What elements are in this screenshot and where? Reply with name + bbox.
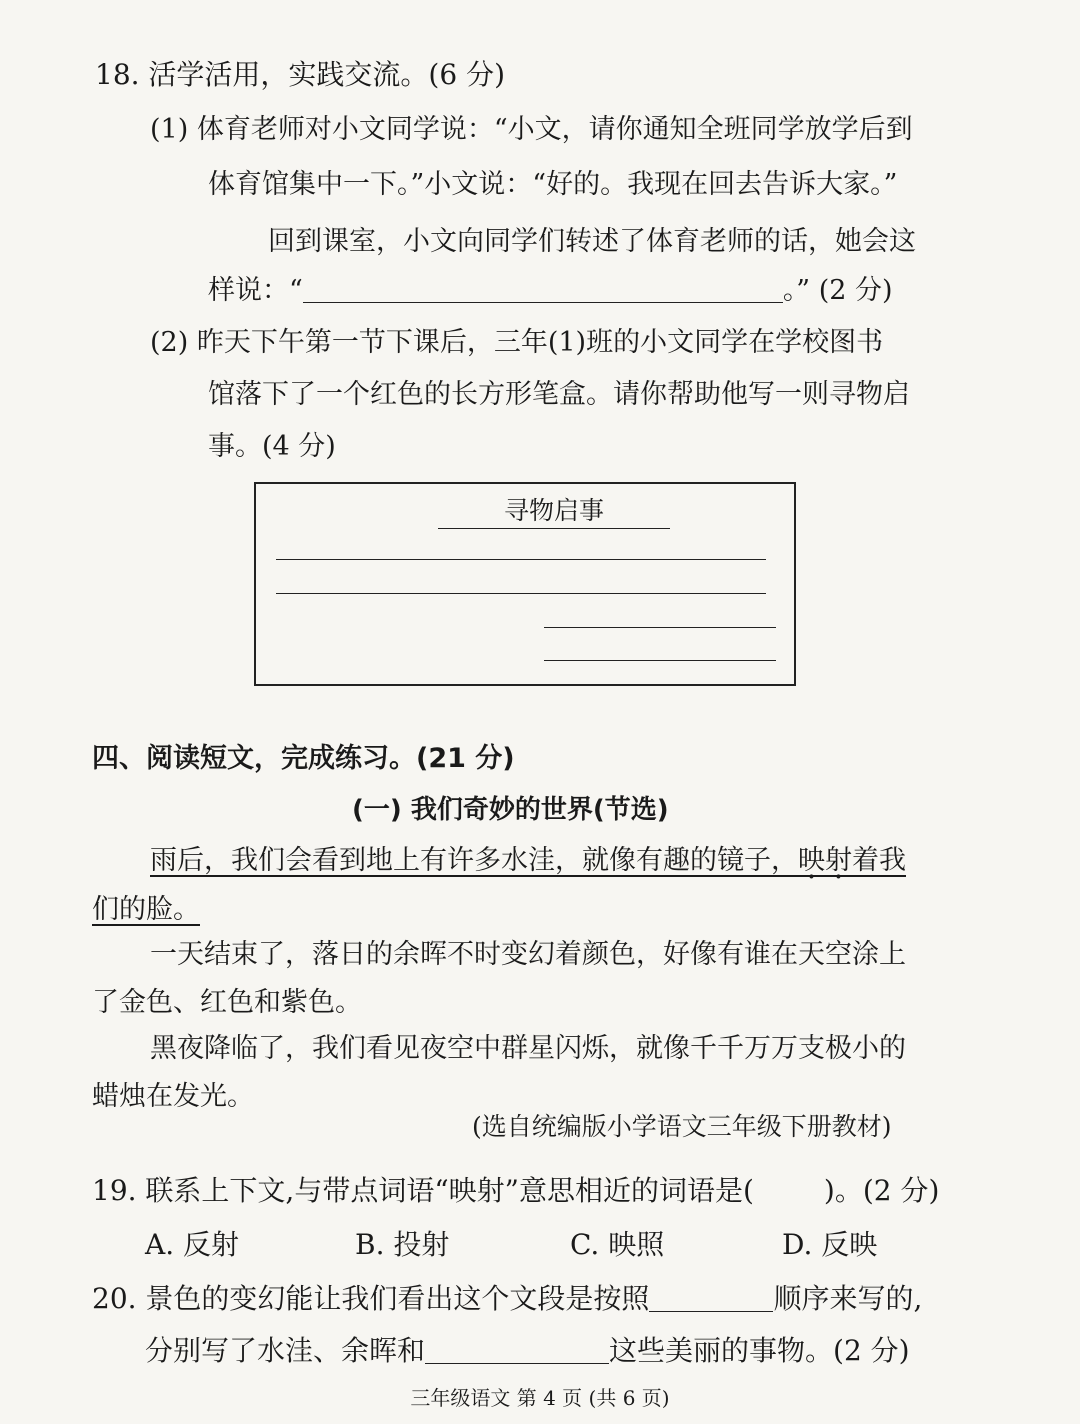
para1-text-line2: 们的脸。 bbox=[92, 894, 200, 925]
q20-blank-2[interactable] bbox=[425, 1337, 609, 1364]
passage-para2-line2: 了金色、红色和紫色。 bbox=[92, 987, 362, 1018]
notice-line-3[interactable] bbox=[544, 627, 776, 628]
passage-para1-line1 bbox=[150, 844, 906, 878]
q18-part1-line4 bbox=[208, 274, 893, 308]
q20-text-c: 分别写了水洼、余晖和 bbox=[145, 1334, 426, 1367]
passage-para2-line1: 一天结束了，落日的余晖不时变幻着颜色，好像有谁在天空涂上 bbox=[150, 939, 906, 970]
q19-option-b[interactable]: B. 投射 bbox=[355, 1228, 450, 1261]
passage-para3-line2: 蜡烛在发光。 bbox=[92, 1081, 254, 1112]
dotted-char-she: 射 bbox=[825, 845, 852, 876]
q19-options bbox=[145, 1228, 912, 1262]
q19-option-a[interactable]: A. 反射 bbox=[145, 1228, 240, 1261]
q20-blank-1[interactable] bbox=[649, 1285, 773, 1312]
q18-answer-suffix: 。” (2 分) bbox=[782, 275, 893, 306]
passage-para3-line1: 黑夜降临了，我们看见夜空中群星闪烁，就像千千万万支极小的 bbox=[150, 1033, 906, 1064]
q18-part2-line1: (2) 昨天下午第一节下课后，三年(1)班的小文同学在学校图书 bbox=[150, 327, 884, 358]
passage-title: (一) 我们奇妙的世界(节选) bbox=[352, 795, 669, 825]
q18-part2-line3: 事。(4 分) bbox=[208, 431, 336, 462]
lost-notice-box bbox=[254, 482, 796, 686]
q18-part1-line1: (1) 体育老师对小文同学说：“小文，请你通知全班同学放学后到 bbox=[150, 114, 913, 145]
q20-text-a: 20. 景色的变幻能让我们看出这个文段是按照 bbox=[92, 1282, 650, 1315]
q20-text-d: 这些美丽的事物。(2 分) bbox=[609, 1334, 910, 1367]
lost-notice-title: 寻物启事 bbox=[438, 496, 670, 529]
q18-part2-line2: 馆落下了一个红色的长方形笔盒。请你帮助他写一则寻物启 bbox=[208, 379, 910, 410]
q18-part1-line2: 体育馆集中一下。”小文说：“好的。我现在回去告诉大家。” bbox=[208, 169, 898, 200]
para1-text-a: 雨后，我们会看到地上有许多水洼，就像有趣的镜子， bbox=[150, 845, 798, 876]
q20-text-b: 顺序来写的, bbox=[773, 1282, 923, 1315]
para1-text-b: 着我 bbox=[852, 845, 906, 876]
passage-source: (选自统编版小学语文三年级下册教材) bbox=[472, 1112, 892, 1141]
q19-stem-a: 19. 联系上下文,与带点词语“映射”意思相近的词语是( bbox=[92, 1174, 754, 1207]
q19-option-d[interactable]: D. 反映 bbox=[782, 1228, 878, 1261]
q20-line2 bbox=[145, 1334, 910, 1368]
notice-line-1[interactable] bbox=[276, 559, 766, 560]
q18-answer-blank[interactable] bbox=[303, 276, 783, 303]
page-footer: 三年级语文 第 4 页 (共 6 页) bbox=[410, 1386, 670, 1410]
q18-part1-line3: 回到课室，小文向同学们转述了体育老师的话，她会这 bbox=[268, 226, 916, 257]
dotted-char-ying: 映 bbox=[798, 845, 825, 876]
q19-option-c[interactable]: C. 映照 bbox=[570, 1228, 665, 1261]
q19-stem-b: )。(2 分) bbox=[823, 1174, 940, 1207]
notice-line-4[interactable] bbox=[544, 660, 776, 661]
notice-line-2[interactable] bbox=[276, 593, 766, 594]
q18-title: 18. 活学活用，实践交流。(6 分) bbox=[95, 58, 505, 91]
q20-line1 bbox=[92, 1282, 922, 1316]
q19-stem bbox=[92, 1174, 939, 1208]
q18-answer-prefix: 样说：“ bbox=[208, 275, 303, 306]
section4-heading: 四、阅读短文，完成练习。(21 分) bbox=[92, 743, 515, 774]
passage-para1-line2 bbox=[92, 893, 200, 927]
